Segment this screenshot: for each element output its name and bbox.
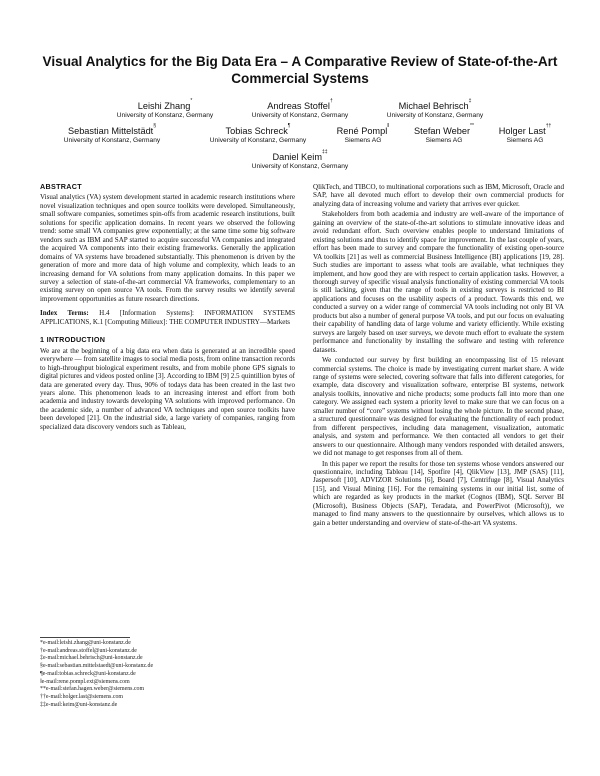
footnote: §e-mail:sebastian.mittelstaedt@uni-konstanz.de — [40, 663, 154, 670]
author-name: Tobias Schreck — [225, 126, 288, 136]
author-mark: † — [329, 98, 333, 104]
author-mark: ‖ — [387, 123, 390, 129]
footnote-rule — [40, 637, 130, 638]
author-block — [490, 123, 560, 145]
body-paragraph: We conducted our survey by first building an encompassing list of 15 relevant commercial systems. The choice is made by investigating current market share. A wide range of systems were selected, covering software that falls into different categories, for example, data discovery and visualization software, enterprise BI systems, network analysis toolkits, innovative and niche products; some products fall into more than one category. We assigned each system a priority level to make sure that we can focus on a smaller number of “core” systems without losing the whole picture. In the second phase, a structured questionnaire was designed for evaluating the functionality of each product from different perspectives, including data management, visualization, automatic analysis, and system and performance. We then contacted all vendors to get their answers to our questionnaire. Although many vendors responded with detailed answers, we did not manage to get responses from all of them. — [313, 356, 564, 458]
author-mark: * — [190, 98, 193, 104]
author-name: Stefan Weber — [414, 126, 471, 136]
author-mark: †† — [545, 123, 552, 129]
author-name: Holger Last — [498, 126, 546, 136]
body-paragraph: QlikTech, and TIBCO, to multinational corporations such as IBM, Microsoft, Oracle and SAP, have all devoted much effort to develop their own commercial products for analyzing data of increasing volume and variety that arrives ever quicker. — [313, 183, 564, 208]
footnote: ††e-mail:holger.last@siemens.com — [40, 693, 123, 700]
author-block — [404, 123, 484, 145]
author-affiliation: University of Konstanz, Germany — [116, 112, 214, 119]
left-column — [40, 183, 295, 431]
author-block — [370, 98, 500, 120]
author-name: Daniel Keim — [272, 152, 322, 162]
author-affiliation: University of Konstanz, Germany — [209, 137, 307, 144]
author-name: Michael Behrisch — [398, 101, 469, 111]
author-block — [194, 123, 322, 145]
author-affiliation: Siemens AG — [506, 137, 544, 144]
author-name: Leishi Zhang — [137, 101, 191, 111]
author-name: Andreas Stoffel — [267, 101, 330, 111]
intro-paragraph: We are at the beginning of a big data era when data is generated at an incredible speed everywhere — from satellite images to social media posts, from online transaction records to high-throughput biological experiment results, and from mobile phone GPS signals to digital pictures and videos posted online [3]. According to IBM [9] 2.5 quintillion bytes of data are generated every day. Thus, 90% of todays data has been created in the last two years alone. This phenomenon leads to an increasing interest and effort from both academia and industry towards developing VA solutions with improved performance. On the academic side, a number of advanced VA techniques and open source toolkits have been developed [21]. On the industrial side, a large variety of companies, ranging from specialized data discovery vendors such as Tableau, — [40, 346, 295, 431]
author-mark: § — [153, 123, 157, 129]
footnote: **e-mail:stefan.hagen.weber@siemens.com — [40, 686, 145, 693]
author-block — [328, 123, 398, 145]
author-mark: ‡‡ — [321, 149, 328, 155]
intro-heading: 1 INTRODUCTION — [40, 335, 106, 345]
index-terms-text: H.4 [Information Systems]: INFORMATION SYSTEMS APPLICATIONS, K.1 [Computing Milieux]: THE COMPUTER INDUSTRY—Markets — [40, 309, 295, 326]
author-name: Sebastian Mittelstädt — [67, 126, 154, 136]
author-affiliation: Siemens AG — [425, 137, 463, 144]
body-paragraph: Stakeholders from both academia and industry are well-aware of the importance of gaining an overview of the state-of-the-art solutions to stimulate innovative ideas and avoid redundant effort. Such overview enables people to understand limitations of existing solutions and thus to identify space for improvement. In the last couple of years, effort has been made to survey and compare the functionality of existing open-source VA toolkits [21] as well as commercial Business Intelligence (BI) applications [19, 28]. Such studies are important to assess what tools are available, what techniques they implement, and how good they are with respect to certain application tasks. However, a thorough survey of specific visual analysis functionality of existing commercial VA tools is still lacking, given that the range of tools in existing surveys is restricted to BI applications and focuses on the usability aspects of a product. Towards this end, we conducted a survey on a wider range of commercial VA tools including not only BI VA products but also a number of general purpose VA tools, and put our focus on evaluating their capability of handling data of large volume and variety efficiently. While existing surveys are largely based on user surveys, we devote much effort to evaluate the system performance and functionality by installing the software and testing with reference datasets. — [313, 210, 564, 354]
body-paragraph: In this paper we report the results for those ten systems whose vendors answered our questionnaire, including Tableau [14], Spotfire [4], QlikView [13], JMP (SAS) [11], Jaspersoft [10], ADVIZOR Solutions [6], Board [7], Centrifuge [8], Visual Analytics [15], and Visual Mining [16]. For the remaining systems in our initial list, some of which are regarded as key products in the market (Cognos (IBM), SQL Server BI (Microsoft), Business Objects (SAP), Teradata, and PowerPivot (Microsoft)), we managed to find many answers to the questionnaire by ourselves, which allows us to gain a better understanding and overview of state-of-the-art VA systems. — [313, 459, 564, 527]
author-name: René Pompl — [336, 126, 388, 136]
footnote: *e-mail:leishi.zhang@uni-konstanz.de — [40, 640, 131, 646]
right-column — [313, 183, 564, 527]
author-mark: ** — [470, 123, 474, 129]
author-affiliation: University of Konstanz, Germany — [63, 137, 161, 144]
footnotes — [40, 640, 295, 709]
index-terms — [40, 309, 295, 326]
abstract-heading: ABSTRACT — [40, 182, 82, 191]
author-block — [235, 149, 365, 171]
index-terms-label: Index Terms: — [40, 309, 89, 318]
footnote: ‖e-mail:rene.pompl.ext@siemens.com — [40, 678, 130, 685]
author-mark: ¶ — [287, 123, 291, 129]
author-mark: ‡ — [468, 98, 472, 104]
author-affiliation: University of Konstanz, Germany — [386, 112, 484, 119]
author-block — [48, 123, 176, 145]
author-affiliation: Siemens AG — [344, 137, 382, 144]
abstract-text: Visual analytics (VA) system development started in academic research institutions where novel visualization techniques and open source toolkits were developed. Simultaneously, small software companies, sometimes spin-offs from academic research institutions, built solutions for specific application domains. In recent years we observed the following trend: some small VA companies grew exponentially; at the same time some big software vendors such as IBM and SAP started to acquire successful VA companies and integrated the acquired VA components into their existing frameworks. Generally the application domains of VA systems have broadened substantially. This phenomenon is driven by the generation of more and more data of high volume and complexity, which leads to an increasing demand for VA solutions from many application domains. In this paper we survey a selection of state-of-the-art commercial VA frameworks, complementary to an existing survey on open source VA tools. From the survey results we identify several improvement opportunities as future research directions. — [40, 193, 295, 303]
footnote: ¶e-mail:tobias.schreck@uni-konstanz.de — [40, 670, 136, 677]
author-affiliation: University of Konstanz, Germany — [251, 163, 349, 170]
footnote: ‡e-mail:michael.behrisch@uni-konstanz.de — [40, 655, 143, 662]
author-affiliation: University of Konstanz, Germany — [251, 112, 349, 119]
author-block — [100, 98, 230, 120]
author-block — [235, 98, 365, 120]
footnote: †e-mail:andreas.stoffel@uni-konstanz.de — [40, 647, 137, 654]
paper-title: Visual Analytics for the Big Data Era – A Comparative Review of State-of-the-Art Commercial Systems — [42, 54, 558, 86]
footnote: ‡‡e-mail:keim@uni-konstanz.de — [40, 701, 118, 708]
